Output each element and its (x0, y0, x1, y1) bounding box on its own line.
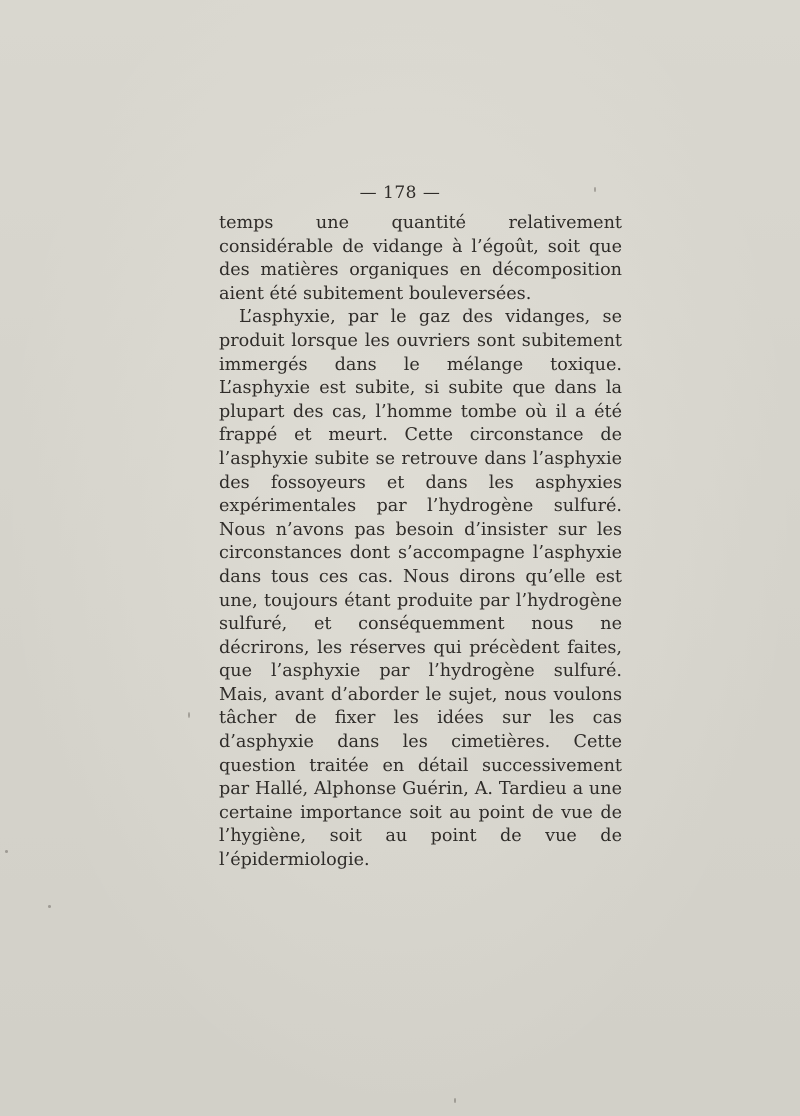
paper-speck (48, 905, 51, 908)
paragraph-1: temps une quantité relativement considérable de vidange à l’égoût, soit que des matières organiques en décomposition aient été subitement bouleversées. (219, 213, 622, 304)
paper-speck (5, 850, 8, 853)
paper-speck (188, 712, 190, 718)
paper-speck (454, 1098, 456, 1103)
paragraph-2: L’asphyxie, par le gaz des vidanges, se produit lorsque les ouvriers sont subitement immergés dans le mélange toxique. L’asphyxie est subite, si subite que dans la plupart des cas, l’homme tombe où il a été frappé et meurt. Cette circonstance de l’asphyxie subite se retrouve dans l’asphyxie des fossoyeurs et dans les asphyxies expérimentales par l’hydrogène sulfuré. Nous n’avons pas besoin d’insister sur les circonstances dont s’accompagne l’asphyxie dans tous ces cas. Nous dirons qu’elle est une, toujours étant produite par l’hydrogène sulfuré, et conséquemment nous ne décrirons, les réserves qui précèdent faites, que l’asphyxie par l’hydrogène sulfuré. Mais, avant d’aborder le sujet, nous voulons tâcher de fixer les idées sur les cas d’asphyxie dans les cimetières. Cette question traitée en détail successivement par Hallé, Alphonse Guérin, A. Tardieu a une certaine importance soit au point de vue de l’hygiène, soit au point de vue de l’épidermiologie. (219, 307, 622, 871)
paper-speck (594, 187, 596, 192)
page-number: — 178 — (359, 183, 441, 203)
body-text (219, 212, 622, 873)
